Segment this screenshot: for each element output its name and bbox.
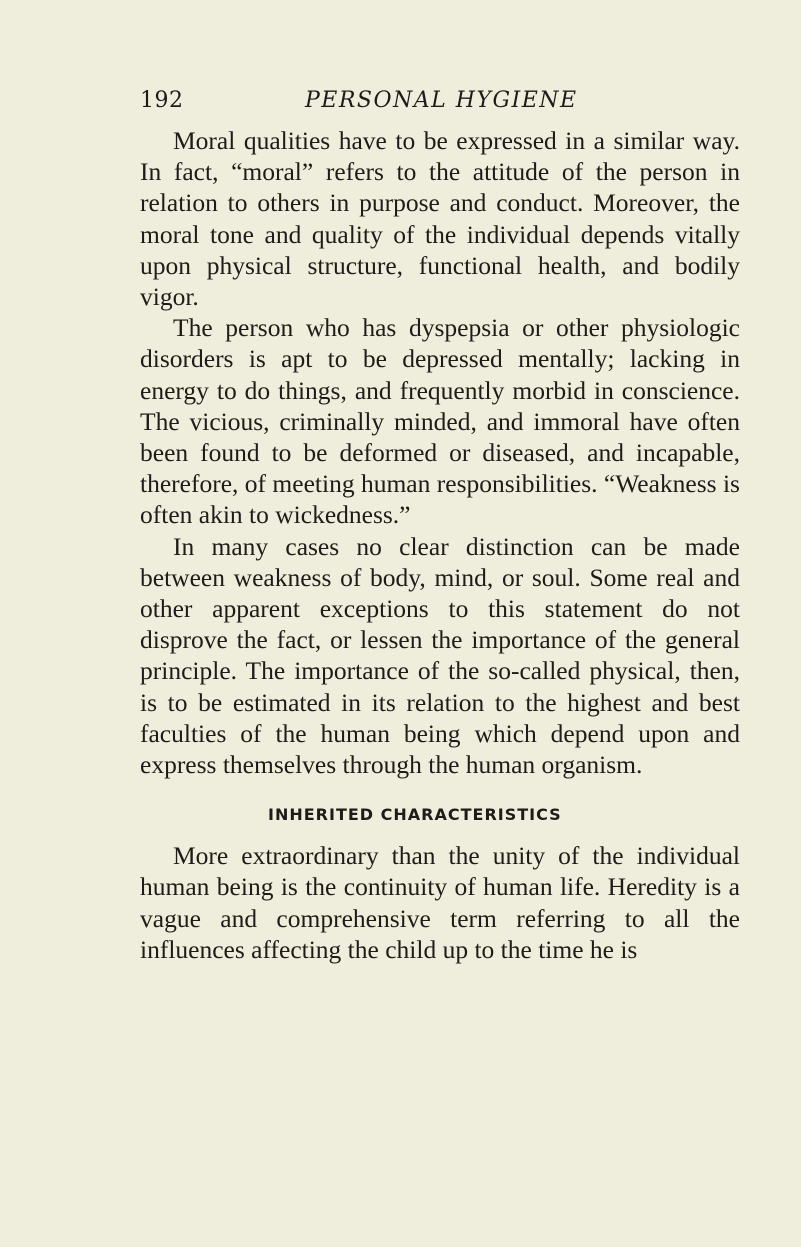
section-heading: INHERITED CHARACTERISTICS <box>268 805 562 825</box>
paragraph: In many cases no clear distinction can be made between weakness of body, mind, or soul. Some real and other apparent exceptions to this statement do not disprove the fact, or lessen the importance of the general principle. The importance of the so-called physical, then, is to be estimated in its relation to the highest and best faculties of the human being which depend upon and express themselves through the human organism. <box>140 531 740 780</box>
paragraph: Moral qualities have to be expressed in a similar way. In fact, “moral” refers to the attitude of the person in relation to others in purpose and conduct. Moreover, the moral tone and quality of the individual depends vitally upon physical structure, functional health, and bodily vigor. <box>140 126 740 312</box>
paragraph: More extraordinary than the unity of the individual human being is the continuity of human life. Heredity is a vague and comprehensive term referring to all the influences affecting the child up to the time he is <box>140 841 740 964</box>
body-text <box>140 125 740 965</box>
running-title: PERSONAL HYGIENE <box>305 88 578 113</box>
paragraph: The person who has dyspepsia or other physiologic disorders is apt to be depressed mentally; lacking in energy to do things, and frequently morbid in conscience. The vicious, criminally minded, and immoral have often been found to be deformed or diseased, and incapable, therefore, of meeting human responsibilities. “Weakness is often akin to wickedness.” <box>140 313 740 530</box>
page-number: 192 <box>140 88 184 113</box>
running-head <box>140 88 740 122</box>
